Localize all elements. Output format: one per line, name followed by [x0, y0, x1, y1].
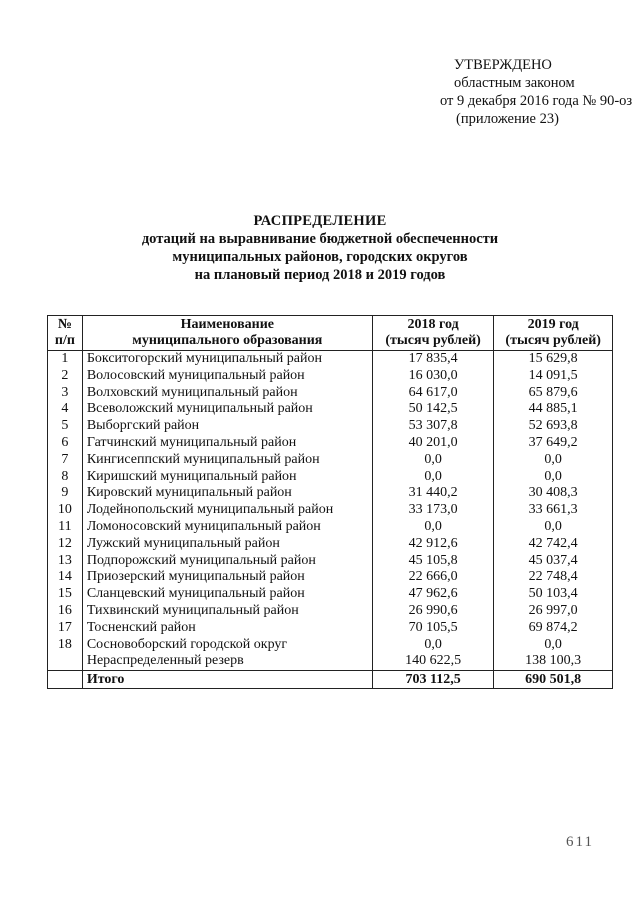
row-2018-value: 47 962,6 — [372, 586, 494, 603]
row-name: Сосновоборский городской округ — [82, 637, 372, 654]
row-name: Нераспределенный резерв — [82, 653, 372, 670]
row-2018-value: 17 835,4 — [372, 351, 494, 368]
row-2018-value: 53 307,8 — [372, 418, 494, 435]
row-name: Лужский муниципальный район — [82, 536, 372, 553]
row-num: 11 — [48, 519, 83, 536]
row-num: 7 — [48, 452, 83, 469]
row-name: Выборгский район — [82, 418, 372, 435]
row-2019-value: 50 103,4 — [494, 586, 613, 603]
row-2018-value: 16 030,0 — [372, 368, 494, 385]
row-2019-value: 33 661,3 — [494, 502, 613, 519]
header-2018-line1: 2018 год — [407, 317, 459, 332]
row-2019-value: 15 629,8 — [494, 351, 613, 368]
table-row — [48, 553, 613, 570]
row-name: Тосненский район — [82, 620, 372, 637]
row-2018-value: 0,0 — [372, 637, 494, 654]
table-row — [48, 569, 613, 586]
header-2018 — [372, 316, 494, 351]
table-row — [48, 502, 613, 519]
row-2019-value: 30 408,3 — [494, 485, 613, 502]
row-num: 10 — [48, 502, 83, 519]
table-row — [48, 368, 613, 385]
header-num-line1: № — [57, 317, 72, 332]
row-num — [48, 653, 83, 670]
row-name: Ломоносовский муниципальный район — [82, 519, 372, 536]
table-row — [48, 519, 613, 536]
row-2018-value: 70 105,5 — [372, 620, 494, 637]
total-num-cell — [48, 671, 83, 689]
row-num: 18 — [48, 637, 83, 654]
approval-law-date: от 9 декабря 2016 года № 90-оз — [440, 93, 633, 109]
approval-law-text: областным законом — [454, 75, 575, 91]
table-row — [48, 637, 613, 654]
row-name: Гатчинский муниципальный район — [82, 435, 372, 452]
row-2018-value: 42 912,6 — [372, 536, 494, 553]
row-name: Киришский муниципальный район — [82, 469, 372, 486]
table-row — [48, 586, 613, 603]
row-name: Волховский муниципальный район — [82, 385, 372, 402]
row-2019-value: 14 091,5 — [494, 368, 613, 385]
row-2019-value: 26 997,0 — [494, 603, 613, 620]
approval-appendix: (приложение 23) — [456, 111, 559, 127]
row-2018-value: 64 617,0 — [372, 385, 494, 402]
table-row — [48, 435, 613, 452]
row-2019-value: 69 874,2 — [494, 620, 613, 637]
approval-title: УТВЕРЖДЕНО — [454, 57, 552, 73]
table-row — [48, 418, 613, 435]
row-num: 17 — [48, 620, 83, 637]
table-body — [48, 351, 613, 671]
table-row — [48, 603, 613, 620]
total-label: Итого — [82, 671, 372, 689]
table-header-row — [48, 316, 613, 351]
title-line-1: дотаций на выравнивание бюджетной обеспеченности — [141, 231, 499, 247]
row-name: Кировский муниципальный район — [82, 485, 372, 502]
table-row — [48, 485, 613, 502]
header-2018-line2: (тысяч рублей) — [385, 333, 481, 348]
row-2018-value: 0,0 — [372, 469, 494, 486]
row-name: Тихвинский муниципальный район — [82, 603, 372, 620]
table-row — [48, 536, 613, 553]
row-2019-value: 138 100,3 — [494, 653, 613, 670]
title-heading: РАСПРЕДЕЛЕНИЕ — [253, 213, 387, 229]
row-2018-value: 140 622,5 — [372, 653, 494, 670]
header-2019 — [494, 316, 613, 351]
table-row — [48, 653, 613, 670]
row-num: 15 — [48, 586, 83, 603]
row-name: Приозерский муниципальный район — [82, 569, 372, 586]
row-2019-value: 0,0 — [494, 452, 613, 469]
row-num: 1 — [48, 351, 83, 368]
total-row — [48, 671, 613, 689]
row-2018-value: 0,0 — [372, 519, 494, 536]
row-2019-value: 52 693,8 — [494, 418, 613, 435]
row-2019-value: 42 742,4 — [494, 536, 613, 553]
row-num: 2 — [48, 368, 83, 385]
page-number-stamp: 611 — [566, 834, 594, 850]
row-2019-value: 65 879,6 — [494, 385, 613, 402]
header-name-line1: Наименование — [180, 317, 274, 332]
header-num-line2: п/п — [54, 333, 75, 348]
row-name: Всеволожский муниципальный район — [82, 401, 372, 418]
row-num: 16 — [48, 603, 83, 620]
row-num: 8 — [48, 469, 83, 486]
row-2019-value: 0,0 — [494, 519, 613, 536]
table-row — [48, 385, 613, 402]
row-2019-value: 37 649,2 — [494, 435, 613, 452]
row-2018-value: 45 105,8 — [372, 553, 494, 570]
table-row — [48, 469, 613, 486]
row-name: Лодейнопольский муниципальный район — [82, 502, 372, 519]
row-num: 12 — [48, 536, 83, 553]
document-title — [0, 212, 640, 284]
distribution-table — [47, 315, 613, 689]
table-row — [48, 351, 613, 368]
row-2019-value: 22 748,4 — [494, 569, 613, 586]
header-name-line2: муниципального образования — [132, 333, 323, 348]
total-2019: 690 501,8 — [494, 671, 613, 689]
title-line-3: на плановый период 2018 и 2019 годов — [194, 267, 446, 283]
row-2018-value: 33 173,0 — [372, 502, 494, 519]
table-row — [48, 452, 613, 469]
row-name: Кингисеппский муниципальный район — [82, 452, 372, 469]
total-2018: 703 112,5 — [372, 671, 494, 689]
table-row — [48, 620, 613, 637]
row-2018-value: 0,0 — [372, 452, 494, 469]
header-num — [48, 316, 83, 351]
row-num: 13 — [48, 553, 83, 570]
row-num: 3 — [48, 385, 83, 402]
row-2018-value: 40 201,0 — [372, 435, 494, 452]
row-num: 14 — [48, 569, 83, 586]
table-row — [48, 401, 613, 418]
row-2018-value: 26 990,6 — [372, 603, 494, 620]
row-2018-value: 50 142,5 — [372, 401, 494, 418]
row-2019-value: 45 037,4 — [494, 553, 613, 570]
row-name: Сланцевский муниципальный район — [82, 586, 372, 603]
row-2018-value: 31 440,2 — [372, 485, 494, 502]
header-2019-line2: (тысяч рублей) — [505, 333, 601, 348]
row-2019-value: 0,0 — [494, 469, 613, 486]
row-2018-value: 22 666,0 — [372, 569, 494, 586]
title-line-2: муниципальных районов, городских округов — [172, 249, 468, 265]
row-name: Бокситогорский муниципальный район — [82, 351, 372, 368]
row-name: Подпорожский муниципальный район — [82, 553, 372, 570]
header-name — [82, 316, 372, 351]
row-num: 9 — [48, 485, 83, 502]
row-num: 5 — [48, 418, 83, 435]
row-2019-value: 0,0 — [494, 637, 613, 654]
approval-block — [436, 56, 632, 128]
header-2019-line1: 2019 год — [527, 317, 579, 332]
row-name: Волосовский муниципальный район — [82, 368, 372, 385]
row-num: 6 — [48, 435, 83, 452]
row-2019-value: 44 885,1 — [494, 401, 613, 418]
row-num: 4 — [48, 401, 83, 418]
